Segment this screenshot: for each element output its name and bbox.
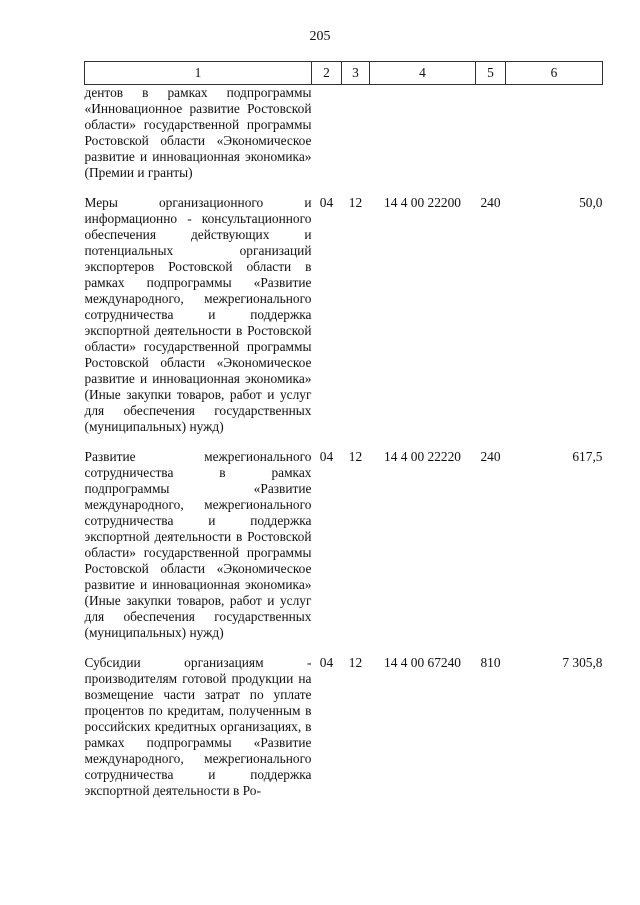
row-section-code: 04: [319, 195, 334, 210]
column-header: 5: [476, 62, 506, 85]
row-expense-type: 810: [480, 655, 501, 670]
budget-table: [84, 61, 603, 799]
row-target-article: [370, 85, 476, 182]
table-row: [85, 655, 603, 799]
row-amount: [506, 85, 603, 182]
row-subsection-code: 12: [348, 655, 363, 670]
row-amount: 617,5: [572, 449, 603, 464]
column-header: 6: [506, 62, 603, 85]
row-spacer: [85, 181, 603, 195]
row-description: Субсидии организациям - производителям готовой продукции на возмещение части затрат по уплате процентов по кредитам, полученным в российских кредитных организациях, в рамках подпрограммы «Развитие международного, межрегионального сотрудничества и поддержка экспортной деятельности в Ро-: [84, 655, 312, 798]
column-header: 2: [312, 62, 342, 85]
table-row: [85, 449, 603, 641]
column-header: 1: [85, 62, 312, 85]
row-target-article: 14 4 00 22220: [384, 449, 461, 464]
row-description: дентов в рамках подпрограммы «Инновационное развитие Ростовской области» государственной программы Ростовской области «Экономическое развитие и инновационная экономика» (Премии и гранты): [84, 85, 312, 180]
column-header: 4: [370, 62, 476, 85]
row-expense-type: [476, 85, 506, 182]
row-spacer: [85, 641, 603, 655]
row-description: Развитие межрегионального сотрудничества в рамках подпрограммы «Развитие международного, межрегионального сотрудничества и поддержка экспортной деятельности в Ростовской области» государственной программы Ростовской области «Экономическое развитие и инновационная экономика» (Иные закупки товаров, работ и услуг для обеспечения государственных (муниципальных) нужд): [84, 449, 312, 640]
column-header: 3: [342, 62, 370, 85]
table-row: [85, 195, 603, 435]
row-amount: 7 305,8: [562, 655, 603, 670]
row-subsection-code: 12: [348, 195, 363, 210]
page-number: 205: [309, 29, 331, 44]
row-subsection-code: 12: [348, 449, 363, 464]
row-section-code: 04: [319, 655, 334, 670]
table-row: [85, 85, 603, 182]
row-target-article: 14 4 00 22200: [384, 195, 461, 210]
row-description: Меры организационного и информационно - консультационного обеспечения действующих и потенциальных организаций экспортеров Ростовской области в рамках подпрограммы «Развитие международного, межрегионального сотрудничества и поддержка экспортной деятельности в Ростовской области» государственной программы Ростовской области «Экономическое развитие и инновационная экономика» (Иные закупки товаров, работ и услуг для обеспечения государственных (муниципальных) нужд): [84, 195, 312, 434]
row-expense-type: 240: [480, 195, 501, 210]
row-section-code: [312, 85, 342, 182]
row-subsection-code: [342, 85, 370, 182]
row-spacer: [85, 435, 603, 449]
row-section-code: 04: [319, 449, 334, 464]
row-amount: 50,0: [579, 195, 603, 210]
row-expense-type: 240: [480, 449, 501, 464]
row-target-article: 14 4 00 67240: [384, 655, 461, 670]
table-header-row: [85, 62, 603, 85]
